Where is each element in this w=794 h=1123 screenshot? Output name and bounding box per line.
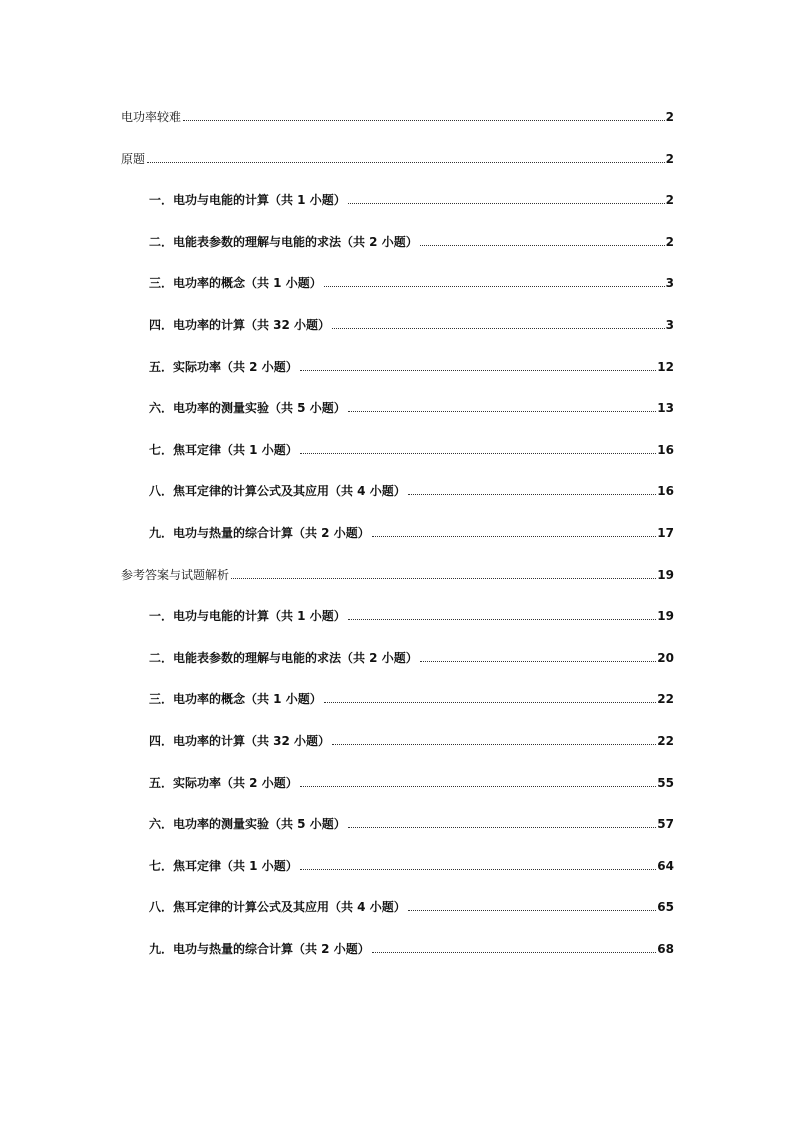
toc-subentry-page: 3 <box>665 276 674 291</box>
toc-subentry[interactable] <box>121 793 674 835</box>
toc-dot-leader <box>324 702 657 703</box>
toc-subentry[interactable] <box>121 834 674 876</box>
toc-entry-title: 电功率较难 <box>121 110 182 124</box>
toc-dot-leader <box>332 744 656 745</box>
toc-entry-page: 2 <box>665 110 674 124</box>
toc-subentry-page: 22 <box>657 692 674 707</box>
toc-dot-leader <box>348 619 657 620</box>
toc-entry[interactable] <box>121 127 674 169</box>
toc-subentry[interactable] <box>121 626 674 668</box>
toc-subentry-title: 一．电功与电能的计算（共 1 小题） <box>149 609 346 624</box>
toc-subentry[interactable] <box>121 210 674 252</box>
toc-entry[interactable] <box>121 543 674 585</box>
toc-subentry-page: 68 <box>657 941 674 956</box>
toc-dot-leader <box>372 952 657 953</box>
toc-subentry-title: 一．电功与电能的计算（共 1 小题） <box>149 193 346 208</box>
toc-dot-leader <box>324 286 665 287</box>
toc-subentry[interactable] <box>121 501 674 543</box>
toc-subentry[interactable] <box>121 335 674 377</box>
toc-subentry-page: 2 <box>665 193 674 208</box>
toc-dot-leader <box>420 245 665 246</box>
toc-subentry[interactable] <box>121 169 674 211</box>
toc-entry-page: 2 <box>665 151 674 166</box>
toc-subentry[interactable] <box>121 709 674 751</box>
toc-dot-leader <box>348 203 665 204</box>
toc-subentry[interactable] <box>121 418 674 460</box>
toc-subentry-title: 六．电功率的测量实验（共 5 小题） <box>149 401 346 416</box>
toc-subentry-page: 65 <box>657 900 674 915</box>
toc-subentry[interactable] <box>121 252 674 294</box>
toc-subentry[interactable] <box>121 668 674 710</box>
toc-subentry-page: 22 <box>657 733 674 748</box>
toc-dot-leader <box>300 370 657 371</box>
toc-subentry-page: 20 <box>657 650 674 665</box>
toc-dot-leader <box>408 494 657 495</box>
toc-subentry-page: 17 <box>657 525 674 540</box>
toc-subentry-page: 57 <box>657 817 674 832</box>
toc-dot-leader <box>348 411 657 412</box>
toc-dot-leader <box>300 786 657 787</box>
toc-subentry[interactable] <box>121 876 674 918</box>
toc-subentry-page: 64 <box>657 858 674 873</box>
toc-subentry-page: 19 <box>657 609 674 624</box>
table-of-contents <box>121 106 674 959</box>
toc-subentry[interactable] <box>121 751 674 793</box>
toc-subentry-title: 三．电功率的概念（共 1 小题） <box>149 276 322 291</box>
toc-dot-leader <box>348 827 657 828</box>
toc-subentry-title: 二．电能表参数的理解与电能的求法（共 2 小题） <box>149 650 418 665</box>
toc-subentry-page: 12 <box>657 359 674 374</box>
toc-dot-leader <box>183 120 665 121</box>
toc-subentry[interactable] <box>121 377 674 419</box>
toc-entry-page: 19 <box>657 567 674 582</box>
toc-subentry[interactable] <box>121 460 674 502</box>
toc-dot-leader <box>300 453 657 454</box>
toc-subentry-title: 九．电功与热量的综合计算（共 2 小题） <box>149 941 370 956</box>
toc-subentry-page: 3 <box>665 317 674 332</box>
toc-subentry-title: 五．实际功率（共 2 小题） <box>149 359 298 374</box>
toc-subentry-title: 六．电功率的测量实验（共 5 小题） <box>149 817 346 832</box>
toc-subentry-title: 七．焦耳定律（共 1 小题） <box>149 858 298 873</box>
toc-subentry-page: 16 <box>657 484 674 499</box>
toc-dot-leader <box>408 910 657 911</box>
toc-subentry-title: 二．电能表参数的理解与电能的求法（共 2 小题） <box>149 234 418 249</box>
toc-subentry-title: 四．电功率的计算（共 32 小题） <box>149 317 331 332</box>
toc-subentry-page: 13 <box>657 401 674 416</box>
toc-entry-title: 参考答案与试题解析 <box>121 567 230 582</box>
toc-dot-leader <box>332 328 665 329</box>
toc-dot-leader <box>372 536 657 537</box>
toc-dot-leader <box>147 162 665 163</box>
toc-subentry-title: 八．焦耳定律的计算公式及其应用（共 4 小题） <box>149 900 406 915</box>
toc-subentry[interactable] <box>121 293 674 335</box>
toc-subentry-title: 七．焦耳定律（共 1 小题） <box>149 442 298 457</box>
toc-subentry-page: 16 <box>657 442 674 457</box>
toc-subentry-title: 九．电功与热量的综合计算（共 2 小题） <box>149 525 370 540</box>
toc-entry[interactable] <box>121 106 674 127</box>
toc-subentry-page: 55 <box>657 775 674 790</box>
toc-entry-title: 原题 <box>121 151 146 166</box>
toc-subentry-title: 五．实际功率（共 2 小题） <box>149 775 298 790</box>
toc-dot-leader <box>231 578 656 579</box>
toc-subentry-title: 四．电功率的计算（共 32 小题） <box>149 733 331 748</box>
toc-subentry[interactable] <box>121 917 674 959</box>
toc-dot-leader <box>420 661 657 662</box>
toc-subentry-title: 八．焦耳定律的计算公式及其应用（共 4 小题） <box>149 484 406 499</box>
toc-subentry-page: 2 <box>665 234 674 249</box>
toc-dot-leader <box>300 869 657 870</box>
toc-subentry-title: 三．电功率的概念（共 1 小题） <box>149 692 322 707</box>
toc-subentry[interactable] <box>121 585 674 627</box>
